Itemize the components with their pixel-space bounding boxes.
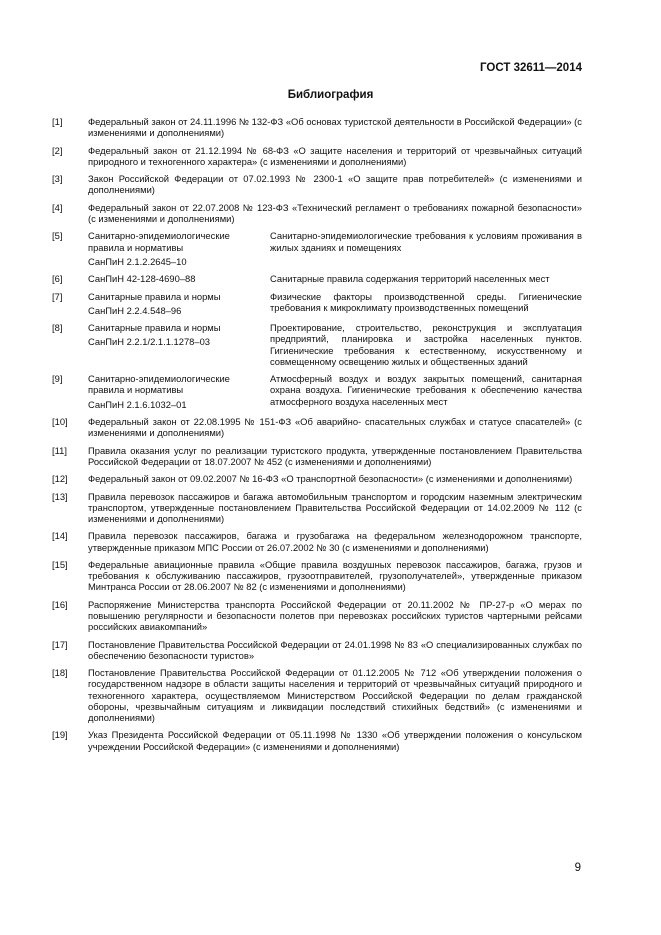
entry-description: Санитарные правила содержания территорий населенных мест: [270, 273, 550, 285]
entry-number: [13]: [52, 490, 68, 502]
bibliography-list: [52, 116, 582, 758]
bibliography-entry-15: [52, 559, 582, 593]
document-code: СанПиН 2.2.1/2.1.1.1278–03: [88, 336, 211, 348]
entry-text: Правила перевозок пассажиров и багажа автомобильным транспортом и городским наземным электрическим транспортом, утвержденные постановлением Правительства Российской Федерации от 14.02.2009 № 112 (с изменениями и дополнениями): [88, 490, 582, 524]
entry-number: [8]: [52, 322, 63, 334]
document-header: ГОСТ 32611—2014: [480, 62, 582, 74]
document-code: СанПиН 2.1.6.1032–01: [88, 398, 187, 410]
bibliography-entry-2: [52, 145, 582, 167]
bibliography-entry-8: [52, 322, 582, 367]
document-type-label: Санитарно-эпидемиологические правила и нормативы: [88, 373, 230, 396]
entry-text: Постановление Правительства Российской Федерации от 24.01.1998 № 83 «О специализированных службах по обеспечению безопасности туристов»: [88, 638, 582, 661]
bibliography-entry-1: [52, 116, 582, 138]
bibliography-entry-13: [52, 491, 582, 525]
bibliography-entry-12: [52, 473, 582, 484]
entry-number: [16]: [52, 598, 68, 610]
entry-number: [1]: [52, 116, 63, 127]
document-code: СанПиН 2.1.2.2645–10: [88, 255, 187, 267]
entry-number: [9]: [52, 373, 63, 385]
entry-description: Атмосферный воздух и воздух закрытых помещений, санитарная охрана воздуха. Гигиенические требования к обеспечению качества атмосферного воздуха населенных мест: [270, 373, 582, 407]
entry-number: [14]: [52, 530, 68, 542]
page-number: 9: [574, 862, 581, 874]
entry-text: Правила перевозок пассажиров, багажа и грузобагажа на федеральном железнодорожном транспорте, утвержденные приказом МПС России от 26.07.2002 № 30 (с изменениями и дополнениями): [88, 530, 582, 553]
entry-number: [6]: [52, 273, 63, 285]
bibliography-entry-5: [52, 230, 582, 267]
entry-text: Правила оказания услуг по реализации туристского продукта, утвержденные постановлением Правительства Российской Федерации от 18.07.2007 № 452 (с изменениями и дополнениями): [88, 444, 582, 467]
entry-description: Санитарно-эпидемиологические требования к условиям проживания в жилых зданиях и помещениях: [270, 230, 582, 253]
bibliography-entry-11: [52, 445, 582, 467]
document-type-label: Санитарно-эпидемиологические правила и нормативы: [88, 230, 230, 253]
page-title: Библиография: [287, 89, 374, 101]
entry-number: [7]: [52, 290, 63, 302]
document-type-label: Санитарные правила и нормы: [88, 322, 221, 334]
entry-text: Федеральный закон от 09.02.2007 № 16-ФЗ «О транспортной безопасности» (с изменениями и дополнениями): [88, 473, 573, 485]
entry-number: [4]: [52, 201, 63, 213]
entry-number: [2]: [52, 144, 63, 156]
entry-text: Федеральный закон от 22.07.2008 № 123-ФЗ «Технический регламент о требованиях пожарной безопасности» (с изменениями и дополнениями): [88, 201, 582, 224]
entry-number: [19]: [52, 729, 68, 741]
bibliography-entry-17: [52, 639, 582, 661]
document-code: СанПиН 42-128-4690–88: [88, 273, 196, 285]
entry-number: [3]: [52, 173, 63, 185]
entry-number: [17]: [52, 638, 68, 650]
entry-document-type: [88, 273, 270, 284]
document-type-label: Санитарные правила и нормы: [88, 290, 221, 302]
entry-text: Федеральный закон от 24.11.1996 № 132-ФЗ «Об основах туристской деятельности в Российской Федерации» (с изменениями и дополнениями): [88, 116, 582, 139]
entry-text: Распоряжение Министерства транспорта Российской Федерации от 20.11.2002 № ПР-27-р «О мерах по повышению регулярности и безопасности полетов при перевозках российских туристов чартерными рейсами российских авиакомпаний»: [88, 598, 582, 633]
bibliography-entry-3: [52, 173, 582, 195]
entry-number: [12]: [52, 473, 68, 485]
bibliography-entry-19: [52, 729, 582, 751]
entry-text: Указ Президента Российской Федерации от 05.11.1998 № 1330 «Об утверждении положения о консульском учреждении Российской Федерации» (с изменениями и дополнениями): [88, 729, 582, 752]
entry-document-type: [88, 322, 270, 367]
entry-description: Проектирование, строительство, реконструкция и эксплуатация предприятий, планировка и застройка населенных пунктов. Гигиенические требования к естественному, искусственному и совмещенному освещению жилых и общественных зданий: [270, 322, 582, 367]
entry-document-type: [88, 230, 270, 267]
entry-number: [18]: [52, 667, 68, 679]
bibliography-entry-16: [52, 599, 582, 633]
bibliography-entry-7: [52, 291, 582, 316]
bibliography-entry-4: [52, 202, 582, 224]
entry-text: Федеральный закон от 21.12.1994 № 68-ФЗ «О защите населения и территорий от чрезвычайных ситуаций природного и техногенного характера» (с изменениями и дополнениями): [88, 144, 582, 167]
entry-document-type: [88, 373, 270, 410]
bibliography-entry-14: [52, 530, 582, 552]
document-code: СанПиН 2.2.4.548–96: [88, 304, 182, 316]
entry-number: [11]: [52, 444, 67, 456]
bibliography-entry-18: [52, 667, 582, 723]
bibliography-entry-9: [52, 373, 582, 410]
entry-number: [10]: [52, 415, 68, 427]
bibliography-entry-10: [52, 416, 582, 438]
entry-text: Федеральные авиационные правила «Общие правила воздушных перевозок пассажиров, багажа, грузов и требования к обслуживанию пассажиров, грузоотправителей, грузополучателей», утвержденные приказом Минтранса России от 28.06.2007 № 82 (с изменениями и дополнениями): [88, 558, 582, 593]
entry-document-type: [88, 291, 270, 316]
entry-number: [15]: [52, 558, 68, 570]
entry-text: Закон Российской Федерации от 07.02.1993 № 2300-1 «О защите прав потребителей» (с изменениями и дополнениями): [88, 173, 582, 196]
entry-number: [5]: [52, 230, 63, 242]
entry-text: Федеральный закон от 22.08.1995 № 151-ФЗ «Об аварийно- спасательных службах и статусе спасателей» (с изменениями и дополнениями): [88, 415, 582, 439]
entry-description: Физические факторы производственной среды. Гигиенические требования к микроклимату производственных помещений: [270, 290, 582, 313]
entry-text: Постановление Правительства Российской Федерации от 01.12.2005 № 712 «Об утверждении положения о государственном надзоре в области защиты населения и территорий от чрезвычайных ситуаций природного и техногенного характера, осуществляемом Министерством Российской Федерации по делам гражданской обороны, чрезвычайным ситуациям и ликвидации последствий стихийных бедствий» (с изменениями и дополнениями): [88, 667, 582, 723]
bibliography-entry-6: [52, 273, 582, 284]
